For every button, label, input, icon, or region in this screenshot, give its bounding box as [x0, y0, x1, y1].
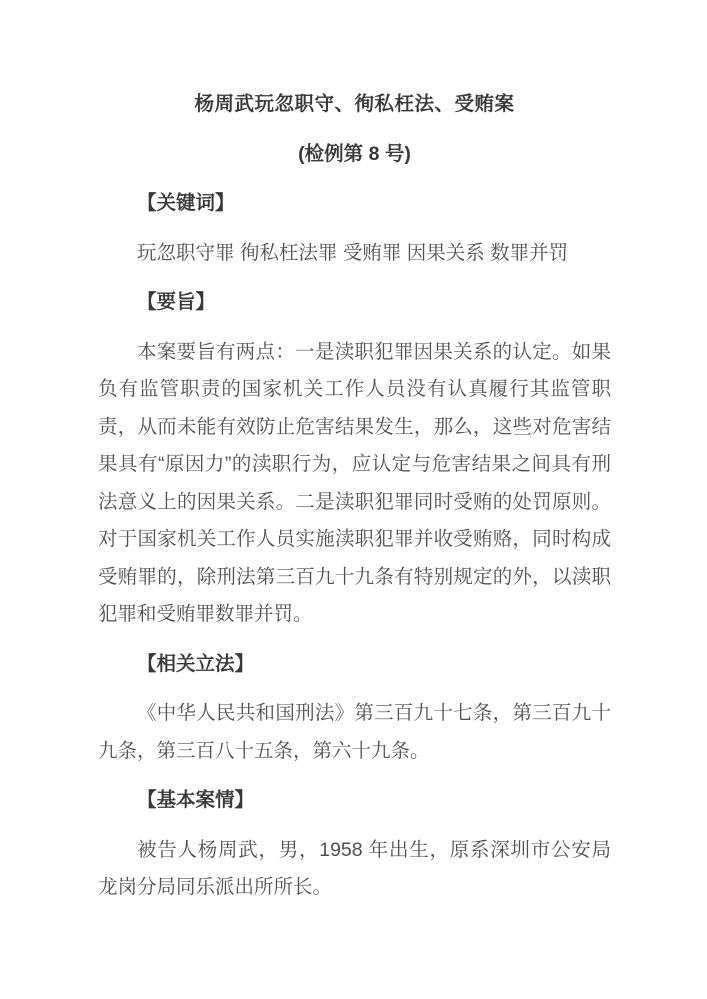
section-heading-gist: 【要旨】 [137, 291, 216, 313]
basic-facts-paragraph: 被告人杨周武，男，1958 年出生，原系深圳市公安局龙岗分局同乐派出所所长。 [98, 838, 611, 898]
case-number-subtitle: (检例第 8 号) [298, 142, 411, 165]
section-heading-keywords: 【关键词】 [137, 192, 235, 214]
page-title: 杨周武玩忽职守、徇私枉法、受贿案 [194, 93, 515, 115]
gist-paragraph: 本案要旨有两点：一是渎职犯罪因果关系的认定。如果负有监管职责的国家机关工作人员没有认真履行其监管职责，从而未能有效防止危害结果发生，那么，这些对危害结果具有“原因力”的渎职行为，应认定与危害结果之间具有刑法意义上的因果关系。二是渎职犯罪同时受贿的处罚原则。对于国家机关工作人员实施渎职犯罪并收受贿赂，同时构成受贿罪的，除刑法第三百九十九条有特别规定的外，以渎职犯罪和受贿罪数罪并罚。 [98, 340, 611, 625]
section-heading-basic-facts: 【基本案情】 [137, 789, 255, 811]
related-legislation-paragraph: 《中华人民共和国刑法》第三百九十七条，第三百九十九条，第三百八十五条，第六十九条。 [98, 702, 611, 762]
keywords-paragraph: 玩忽职守罪 徇私枉法罪 受贿罪 因果关系 数罪并罚 [137, 241, 569, 264]
section-heading-related-legislation: 【相关立法】 [137, 652, 255, 675]
